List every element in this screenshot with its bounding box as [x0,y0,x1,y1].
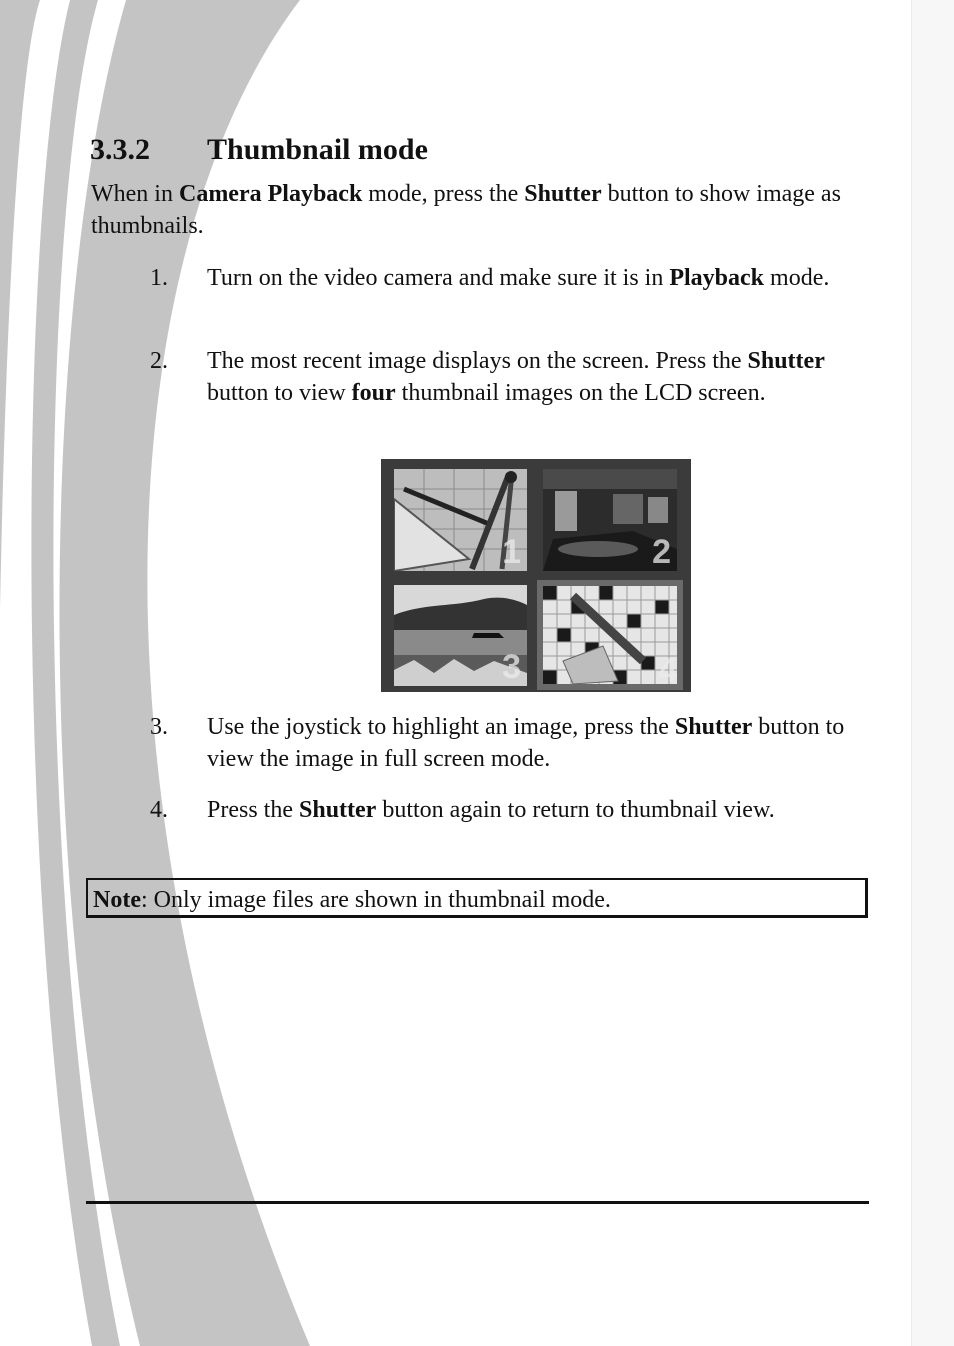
thumbnail-index: 3 [502,648,521,686]
step-text: Turn on the video camera and make sure it is in Playback mode. [207,265,830,291]
note-text: : Only image files are shown in thumbnail mode. [140,887,611,913]
step-1 [150,262,870,294]
step-number: 2. [150,348,168,374]
step-text: Use the joystick to highlight an image, press the Shutter button to view the image in full screen mode. [207,714,845,772]
thumbnail-2 [543,469,677,571]
note-label: Note [93,887,141,913]
section-title: Thumbnail mode [207,133,428,166]
thumbnail-index: 4 [658,652,677,690]
step-4 [150,794,870,826]
thumbnail-index: 1 [502,533,521,571]
thumbnail-grid-figure [381,459,691,692]
thumbnail-3 [394,585,527,686]
intro-text: button to show image as thumbnails. [91,181,841,239]
intro-paragraph [91,178,871,242]
intro-text: mode, press the [362,181,525,207]
thumbnail-index: 2 [652,533,671,571]
step-number: 1. [150,265,168,291]
footer-rule [86,1201,869,1204]
intro-text: When in [91,181,179,207]
step-number: 3. [150,714,168,740]
thumbnail-4-highlighted [537,580,683,690]
step-number: 4. [150,797,168,823]
step-2 [150,345,870,409]
section-number: 3.3.2 [90,133,150,166]
intro-bold-button: Shutter [524,181,602,207]
page-edge-strip [911,0,954,1346]
thumbnail-1 [394,469,527,571]
step-text: Press the Shutter button again to return to thumbnail view. [207,797,775,823]
step-text: The most recent image displays on the screen. Press the Shutter button to view four thumbnail images on the LCD screen. [207,348,825,406]
section-heading [90,130,428,170]
note-box [86,878,868,918]
step-3 [150,711,870,775]
intro-bold-mode: Camera Playback [178,181,363,207]
